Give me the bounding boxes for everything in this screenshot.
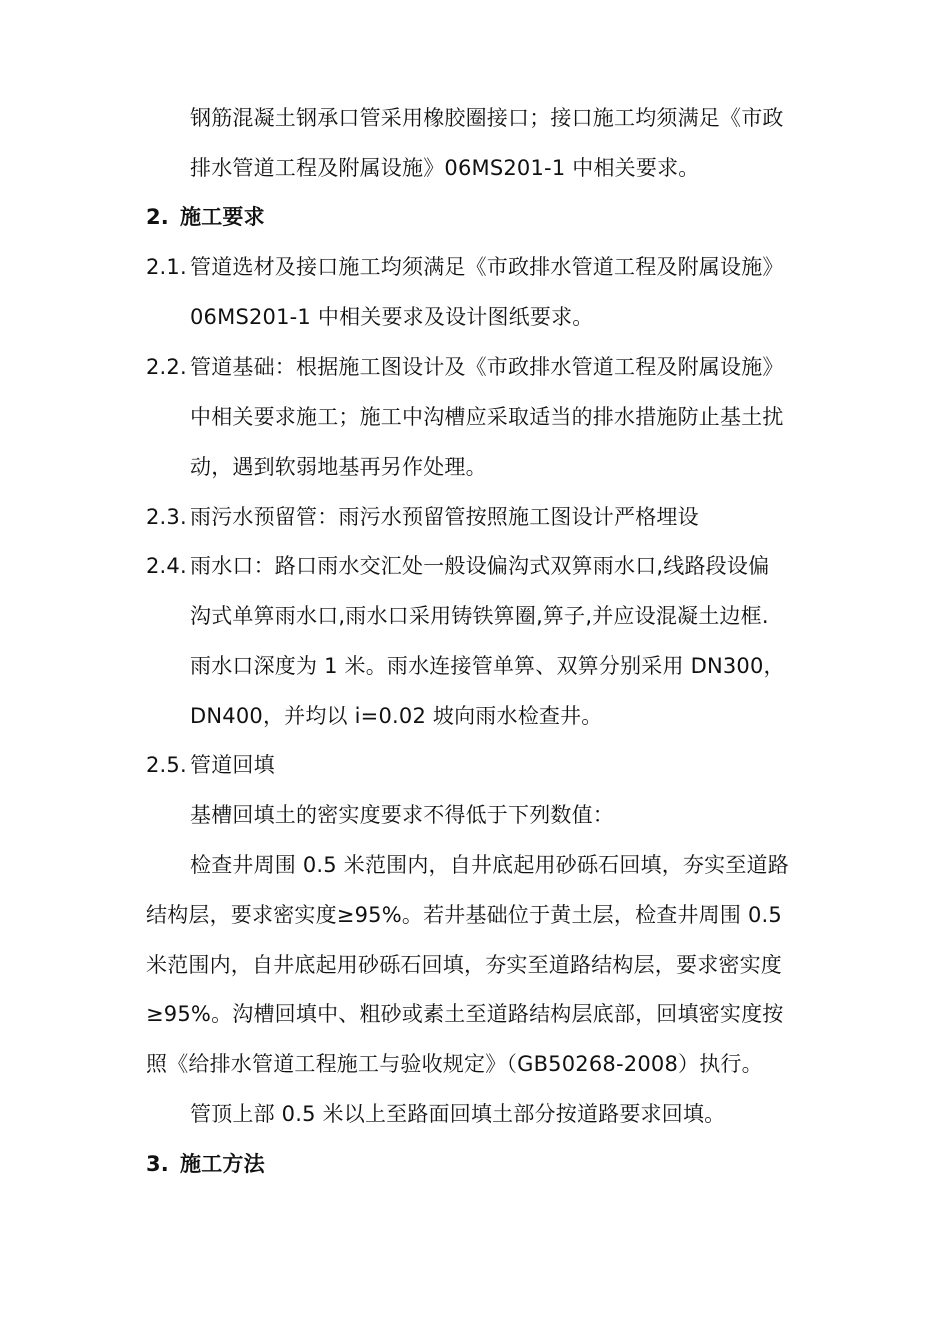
item-2-2-number: 2.2. — [146, 355, 187, 379]
backfill-paragraph-2-line-2: 结构层，要求密实度≥95%。若井基础位于黄土层，检查井周围 0.5 — [146, 903, 782, 927]
item-2-2-line-1 — [146, 353, 784, 381]
item-2-3-number: 2.3. — [146, 505, 187, 529]
backfill-paragraph-2-line-3: 米范围内，自井底起用砂砾石回填，夯实至道路结构层，要求密实度 — [146, 953, 782, 977]
item-2-1-number: 2.1. — [146, 255, 187, 279]
section-3-number: 3. — [146, 1152, 169, 1176]
item-2-4-line-3: 雨水口深度为 1 米。雨水连接管单箅、双箅分别采用 DN300， — [190, 654, 785, 678]
item-2-4-number: 2.4. — [146, 554, 187, 578]
backfill-paragraph-2-line-1: 检查井周围 0.5 米范围内，自井底起用砂砾石回填，夯实至道路 — [190, 853, 789, 877]
item-2-2-text-1: 管道基础：根据施工图设计及《市政排水管道工程及附属设施》 — [190, 355, 784, 379]
backfill-paragraph-1: 基槽回填土的密实度要求不得低于下列数值： — [190, 803, 614, 827]
item-2-3-text-1: 雨污水预留管：雨污水预留管按照施工图设计严格埋设 — [190, 505, 699, 529]
intro-line-2: 排水管道工程及附属设施》06MS201-1 中相关要求。 — [190, 156, 700, 180]
item-2-2-line-3: 动，遇到软弱地基再另作处理。 — [190, 455, 487, 479]
item-2-1-line-2: 06MS201-1 中相关要求及设计图纸要求。 — [190, 305, 594, 329]
section-2-number: 2. — [146, 205, 169, 229]
item-2-5-number: 2.5. — [146, 753, 187, 777]
section-2-title: 施工要求 — [180, 205, 265, 229]
backfill-paragraph-2-line-5: 照《给排水管道工程施工与验收规定》（GB50268-2008）执行。 — [146, 1052, 763, 1076]
item-2-5-text-1: 管道回填 — [190, 753, 275, 777]
intro-line-1: 钢筋混凝土钢承口管采用橡胶圈接口；接口施工均须满足《市政 — [190, 106, 784, 130]
item-2-4-text-1: 雨水口：路口雨水交汇处一般设偏沟式双箅雨水口,线路段设偏 — [190, 554, 770, 578]
backfill-paragraph-2-line-4: ≥95%。沟槽回填中、粗砂或素土至道路结构层底部，回填密实度按 — [146, 1002, 784, 1026]
item-2-4-line-2: 沟式单箅雨水口,雨水口采用铸铁箅圈,箅子,并应设混凝土边框. — [190, 604, 769, 628]
item-2-1-line-1 — [146, 253, 784, 281]
backfill-paragraph-3: 管顶上部 0.5 米以上至路面回填土部分按道路要求回填。 — [190, 1102, 726, 1126]
section-3-title: 施工方法 — [180, 1152, 265, 1176]
section-2-heading — [146, 203, 265, 231]
item-2-1-text-1: 管道选材及接口施工均须满足《市政排水管道工程及附属设施》 — [190, 255, 784, 279]
item-2-4-line-1 — [146, 552, 769, 580]
item-2-5-line-1 — [146, 751, 275, 779]
item-2-2-line-2: 中相关要求施工；施工中沟槽应采取适当的排水措施防止基土扰 — [190, 405, 784, 429]
item-2-3-line-1 — [146, 503, 699, 531]
item-2-4-line-4: DN400，并均以 i=0.02 坡向雨水检查井。 — [190, 704, 603, 728]
section-3-heading — [146, 1150, 265, 1178]
